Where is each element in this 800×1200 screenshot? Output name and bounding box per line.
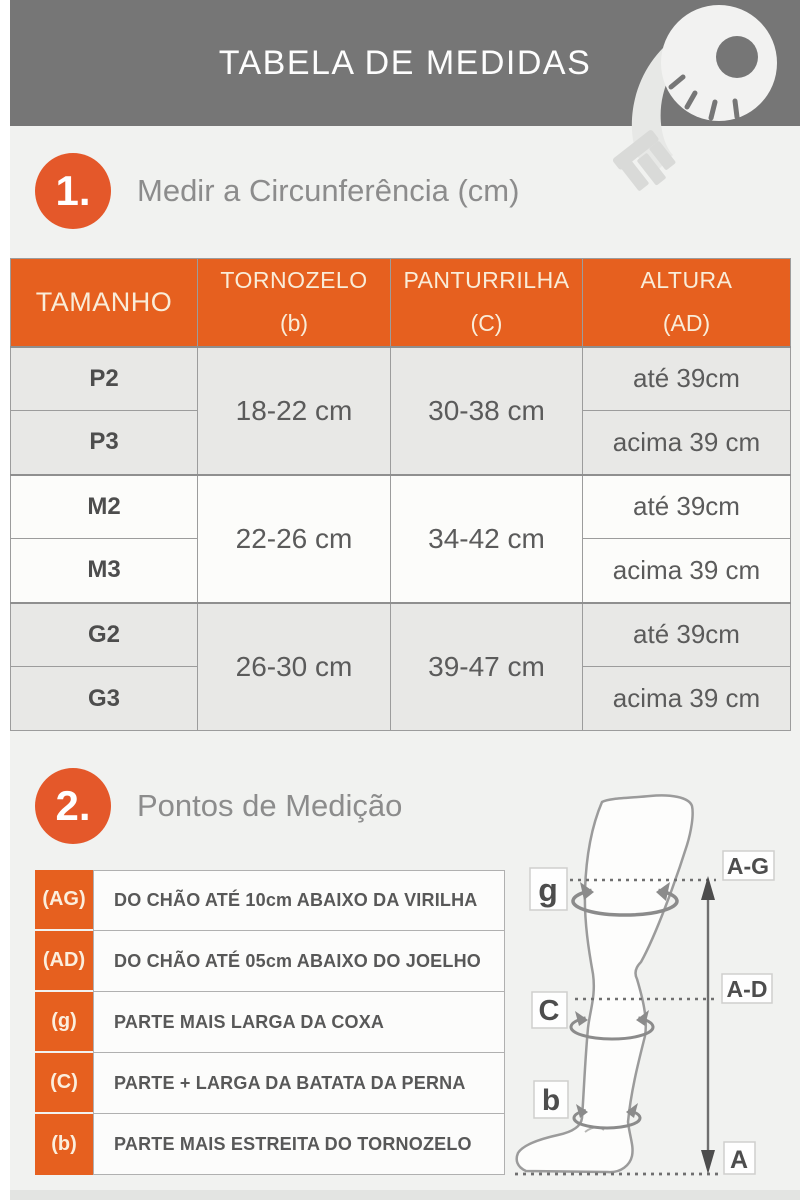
- svg-text:A-G: A-G: [726, 853, 770, 879]
- step-2-title: Pontos de Medição: [137, 787, 403, 823]
- table-row-m2: M2 22-26 cm 34-42 cm até 39cm: [11, 475, 791, 539]
- point-code-ag: (AG): [35, 870, 93, 931]
- step-2-badge: [35, 768, 111, 844]
- measurement-point-row-b: [35, 1114, 505, 1175]
- step-2-number: 2.: [55, 781, 91, 829]
- step-2-heading: [35, 767, 402, 844]
- tornozelo-range-p: 18-22 cm: [198, 347, 391, 475]
- svg-text:A-D: A-D: [726, 976, 768, 1002]
- panturrilha-range-m: 34-42 cm: [391, 475, 583, 603]
- label-g: [530, 868, 567, 910]
- size-table: [10, 258, 791, 731]
- point-description-g: PARTE MAIS LARGA DA COXA: [93, 992, 505, 1053]
- svg-text:g: g: [538, 872, 558, 908]
- leg-measurement-diagram: [490, 760, 800, 1200]
- table-row-g3: G3 acima 39 cm: [11, 667, 791, 731]
- point-description-c: PARTE + LARGA DA BATATA DA PERNA: [93, 1053, 505, 1114]
- measurement-point-row-g: [35, 992, 505, 1053]
- svg-text:C: C: [538, 995, 560, 1027]
- point-code-g: (g): [35, 992, 93, 1053]
- svg-text:b: b: [541, 1084, 561, 1117]
- table-row-m3: M3 acima 39 cm: [11, 539, 791, 603]
- step-1-heading: [35, 152, 519, 229]
- tornozelo-range-g: 26-30 cm: [198, 603, 391, 731]
- step-1-badge: [35, 153, 111, 229]
- point-description-ad: DO CHÃO ATÉ 05cm ABAIXO DO JOELHO: [93, 931, 505, 992]
- height-arrow: [701, 876, 715, 1174]
- measurement-points-table: [35, 870, 505, 1175]
- panturrilha-range-g: 39-47 cm: [391, 603, 583, 731]
- point-code-ad: (AD): [35, 931, 93, 992]
- measurement-point-row-c: [35, 1053, 505, 1114]
- column-header-tornozelo: TORNOZELO (b): [198, 259, 391, 347]
- column-header-tamanho: TAMANHO: [11, 259, 198, 347]
- step-1-title: Medir a Circunferência (cm): [137, 172, 520, 208]
- point-code-b: (b): [35, 1114, 93, 1175]
- label-ad: [722, 974, 772, 1003]
- svg-text:A: A: [729, 1146, 749, 1174]
- label-c: [532, 992, 567, 1028]
- label-ag: [723, 851, 774, 880]
- label-b: [534, 1081, 568, 1118]
- measuring-tape-icon: [575, 5, 800, 220]
- table-row-g2: G2 26-30 cm 39-47 cm até 39cm: [11, 603, 791, 667]
- measurement-point-row-ad: [35, 931, 505, 992]
- size-table-header-row: [11, 259, 791, 347]
- point-description-ag: DO CHÃO ATÉ 10cm ABAIXO DA VIRILHA: [93, 870, 505, 931]
- point-code-c: (C): [35, 1053, 93, 1114]
- panturrilha-range-p: 30-38 cm: [391, 347, 583, 475]
- step-1-number: 1.: [55, 166, 91, 214]
- page-title: TABELA DE MEDIDAS: [218, 43, 592, 82]
- label-a: [724, 1142, 755, 1174]
- measurement-point-row-ag: [35, 870, 505, 931]
- table-row-p2: P2 18-22 cm 30-38 cm até 39cm: [11, 347, 791, 411]
- point-description-b: PARTE MAIS ESTREITA DO TORNOZELO: [93, 1114, 505, 1175]
- table-row-p3: P3 acima 39 cm: [11, 411, 791, 475]
- column-header-panturrilha: PANTURRILHA (C): [391, 259, 583, 347]
- tornozelo-range-m: 22-26 cm: [198, 475, 391, 603]
- column-header-altura: ALTURA (AD): [583, 259, 791, 347]
